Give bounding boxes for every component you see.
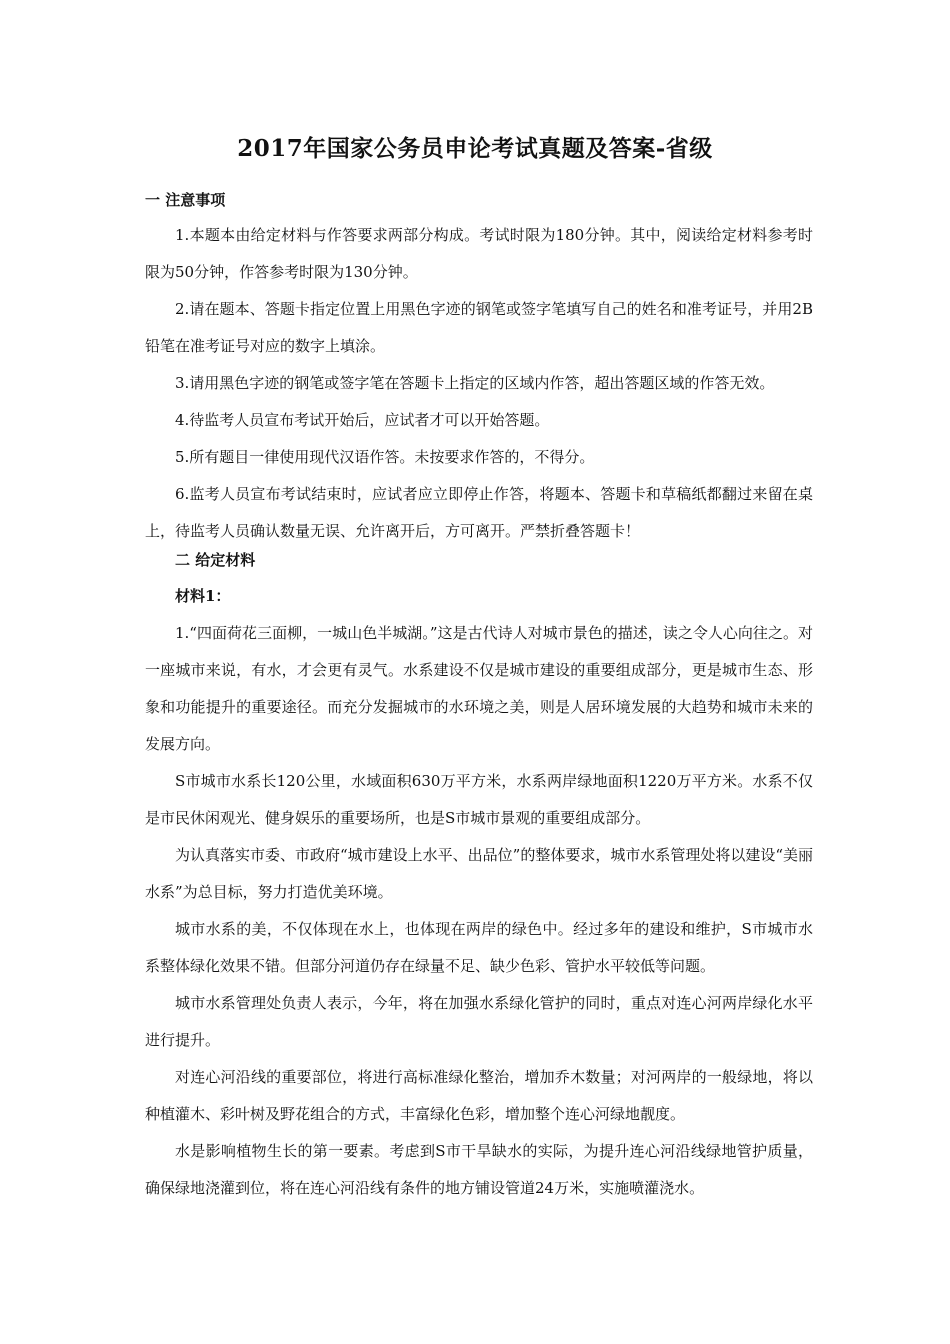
document-title: 2017年国家公务员申论考试真题及答案-省级 [237, 135, 713, 162]
document-body [145, 190, 813, 1207]
notice-paragraph-3: 3.请用黑色字迹的钢笔或签字笔在答题卡上指定的区域内作答，超出答题区域的作答无效。 [175, 374, 775, 392]
notice-paragraph-4: 4.待监考人员宣布考试开始后，应试者才可以开始答题。 [175, 411, 550, 429]
section-heading-notice: 一 注意事项 [145, 191, 226, 209]
notice-paragraph-5: 5.所有题目一律使用现代汉语作答。未按要求作答的，不得分。 [175, 448, 595, 466]
section-heading-materials: 二 给定材料 [175, 551, 256, 569]
notice-paragraph-6: 6.监考人员宣布考试结束时，应试者应立即停止作答，将题本、答题卡和草稿纸都翻过来留在桌上，待监考人员确认数量无误、允许离开后，方可离开。严禁折叠答题卡！ [145, 485, 813, 540]
material-paragraph-2: S市城市水系长120公里，水域面积630万平方米，水系两岸绿地面积1220万平方米。水系不仅是市民休闲观光、健身娱乐的重要场所，也是S市城市景观的重要组成部分。 [145, 772, 813, 827]
material-paragraph-5: 城市水系管理处负责人表示，今年，将在加强水系绿化管护的同时，重点对连心河两岸绿化水平进行提升。 [145, 994, 813, 1049]
material-paragraph-1: 1.“四面荷花三面柳，一城山色半城湖。”这是古代诗人对城市景色的描述，读之令人心向往之。对一座城市来说，有水，才会更有灵气。水系建设不仅是城市建设的重要组成部分，更是城市生态、形象和功能提升的重要途径。而充分发掘城市的水环境之美，则是人居环境发展的大趋势和城市未来的发展方向。 [145, 624, 813, 753]
notice-paragraph-1: 1.本题本由给定材料与作答要求两部分构成。考试时限为180分钟。其中，阅读给定材料参考时限为50分钟，作答参考时限为130分钟。 [145, 226, 813, 281]
material-paragraph-4: 城市水系的美，不仅体现在水上，也体现在两岸的绿色中。经过多年的建设和维护，S市城市水系整体绿化效果不错。但部分河道仍存在绿量不足、缺少色彩、管护水平较低等问题。 [145, 920, 813, 975]
material-label: 材料1： [175, 587, 231, 605]
material-paragraph-3: 为认真落实市委、市政府“城市建设上水平、出品位”的整体要求，城市水系管理处将以建设“美丽水系”为总目标，努力打造优美环境。 [145, 846, 814, 901]
material-paragraph-6: 对连心河沿线的重要部位，将进行高标准绿化整治，增加乔木数量；对河两岸的一般绿地，将以种植灌木、彩叶树及野花组合的方式，丰富绿化色彩，增加整个连心河绿地靓度。 [145, 1068, 813, 1123]
notice-paragraph-2: 2.请在题本、答题卡指定位置上用黑色字迹的钢笔或签字笔填写自己的姓名和准考证号，并用2B铅笔在准考证号对应的数字上填涂。 [145, 300, 813, 355]
material-paragraph-7: 水是影响植物生长的第一要素。考虑到S市干旱缺水的实际，为提升连心河沿线绿地管护质量，确保绿地浇灌到位，将在连心河沿线有条件的地方铺设管道24万米，实施喷灌浇水。 [145, 1142, 813, 1197]
